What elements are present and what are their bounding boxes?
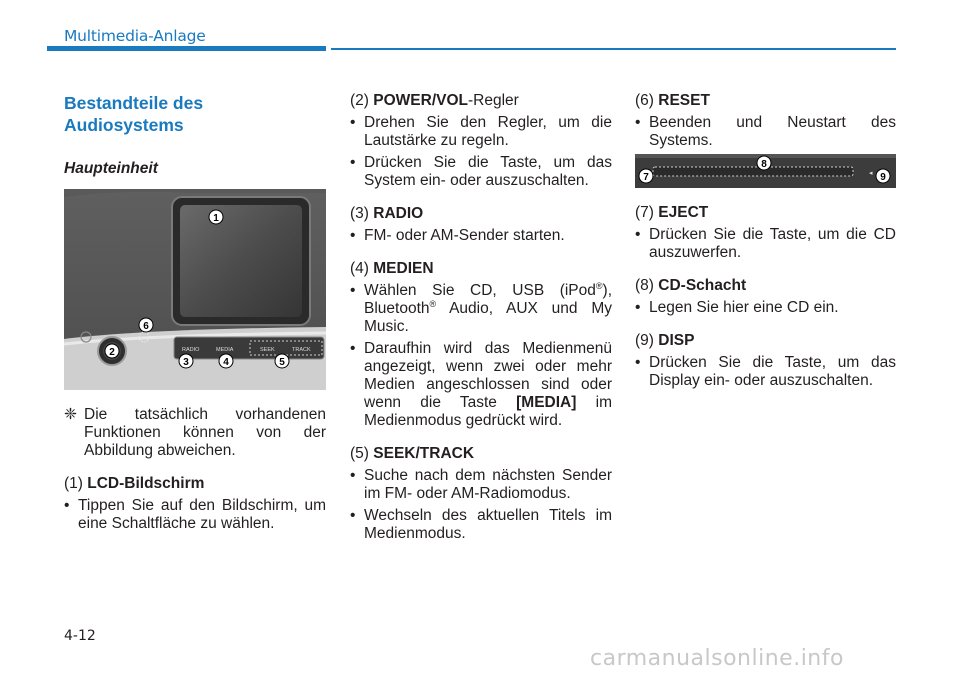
column-1 — [64, 92, 326, 533]
callout-5 — [275, 354, 289, 368]
svg-text:◂: ◂ — [869, 169, 873, 177]
radio-button-label: RADIO — [182, 347, 200, 353]
item-9-bullet-1: • Drücken Sie die Taste, um das Display ein- oder auszuschalten. — [635, 354, 896, 390]
callout-9 — [876, 169, 890, 183]
item-2-bullet-2: • Drücken Sie die Taste, um das System ein- oder auszuschalten. — [350, 154, 612, 190]
note — [64, 406, 326, 460]
cd-slot-photo — [635, 154, 896, 188]
item-5-bullet-2: • Wechseln des aktuellen Titels im Medienmodus. — [350, 507, 612, 543]
callout-2 — [105, 344, 119, 358]
head-unit-photo — [64, 189, 326, 390]
note-text: Die tatsächlich vorhandenen Funktionen können von der Abbildung abweichen. — [84, 406, 326, 459]
column-3 — [635, 92, 896, 390]
callout-3 — [179, 354, 193, 368]
item-5-heading: (5) SEEK/TRACK — [350, 445, 475, 462]
svg-text:1: 1 — [213, 213, 219, 224]
item-9-heading: (9) DISP — [635, 332, 695, 349]
svg-text:5: 5 — [279, 357, 285, 368]
track-button-label: TRACK — [292, 347, 311, 353]
item-5-bullet-1: • Suche nach dem nächsten Sender im FM- oder AM-Radiomodus. — [350, 467, 612, 503]
callout-6 — [139, 318, 153, 332]
svg-text:2: 2 — [109, 347, 115, 358]
callout-4 — [219, 354, 233, 368]
item-3-bullet-1: • FM- oder AM-Sender starten. — [350, 227, 612, 245]
svg-text:4: 4 — [223, 357, 229, 368]
item-7-bullet-1: • Drücken Sie die Taste, um die CD auszuwerfen. — [635, 226, 896, 262]
section-title: Bestandteile des Audiosystems — [64, 93, 204, 135]
callout-7 — [639, 169, 653, 183]
item-8-heading: (8) CD-Schacht — [635, 277, 747, 294]
item-6-heading: (6) RESET — [635, 92, 710, 109]
item-6-bullet-1: • Beenden und Neustart des Systems. — [635, 114, 896, 150]
svg-text:3: 3 — [183, 357, 189, 368]
item-1-heading: (1) LCD-Bildschirm — [64, 475, 205, 492]
callout-1 — [209, 210, 223, 224]
svg-text:9: 9 — [880, 172, 886, 183]
svg-text:6: 6 — [143, 321, 149, 332]
header-title: Multimedia-Anlage — [64, 27, 206, 45]
item-4-heading: (4) MEDIEN — [350, 260, 434, 277]
item-8-bullet-1: • Legen Sie hier eine CD ein. — [635, 299, 896, 317]
watermark: carmanualsonline.info — [590, 646, 844, 671]
column-2 — [350, 92, 612, 543]
item-7-heading: (7) EJECT — [635, 204, 709, 221]
item-2-bullet-1: • Drehen Sie den Regler, um die Lautstärke zu regeln. — [350, 114, 612, 150]
seek-button-label: SEEK — [260, 347, 275, 353]
header-rule — [331, 48, 896, 50]
item-4-bullet-1: • Wählen Sie CD, USB (iPod®), Bluetooth® Audio, AUX und My Music. — [350, 282, 612, 336]
callout-8 — [757, 156, 771, 170]
header-accent-bar — [47, 46, 326, 51]
item-3-heading: (3) RADIO — [350, 205, 424, 222]
subsection-title: Haupteinheit — [64, 160, 158, 177]
item-2-heading: (2) POWER/VOL-Regler — [350, 92, 519, 109]
note-symbol: ❈ — [64, 406, 77, 423]
svg-text:7: 7 — [643, 172, 649, 183]
item-4-bullet-2: • Daraufhin wird das Medienmenü angezeigt, wenn zwei oder mehr Medien angeschlossen sind oder wenn die Taste [MEDIA] im Medienmodus gedrückt wird. — [350, 340, 612, 430]
media-button-label: MEDIA — [216, 347, 234, 353]
item-1-bullet-1: • Tippen Sie auf den Bildschirm, um eine Schaltfläche zu wählen. — [64, 497, 326, 533]
svg-text:8: 8 — [761, 159, 767, 170]
page-number: 4-12 — [64, 628, 96, 644]
